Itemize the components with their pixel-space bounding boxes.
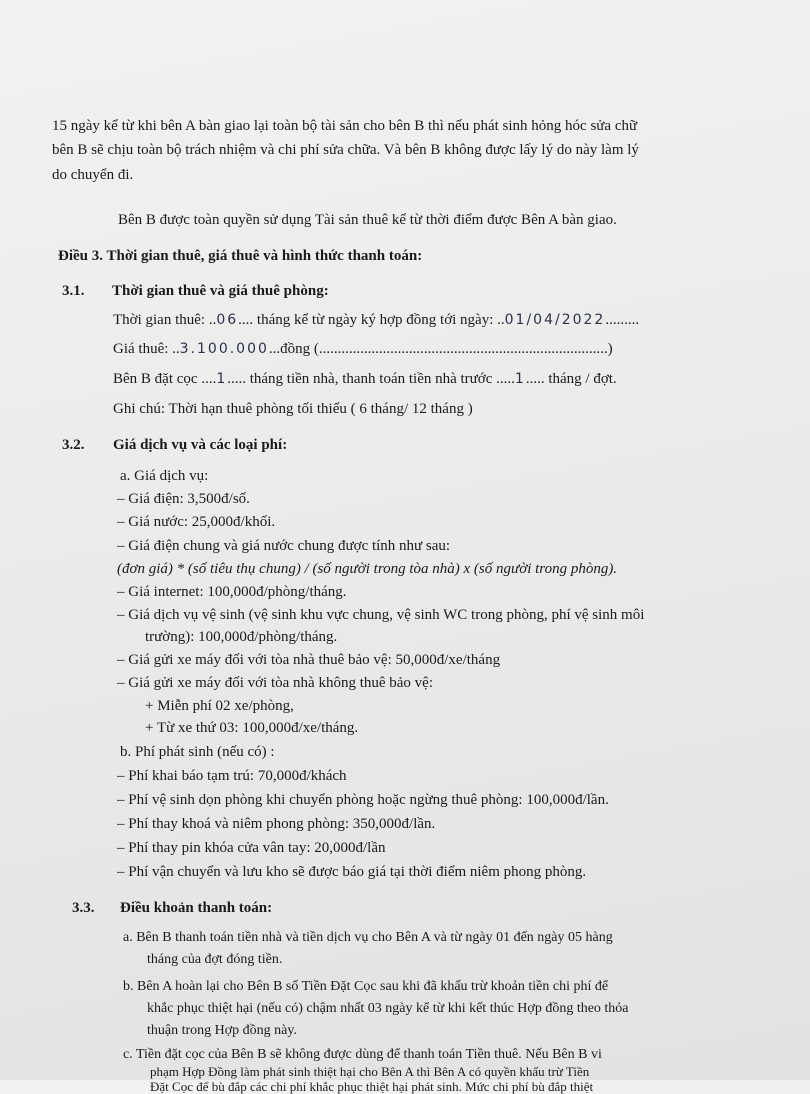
handwritten-price: 3.100.000 xyxy=(179,341,269,357)
sub-list-item: + Từ xe thứ 03: 100,000đ/xe/tháng. xyxy=(145,720,359,736)
list-item: – Giá internet: 100,000đ/phòng/tháng. xyxy=(117,584,347,600)
handwritten-date: 01/04/2022 xyxy=(504,312,606,328)
section-title: Thời gian thuê và giá thuê phòng: xyxy=(112,283,329,299)
article-3-heading: Điều 3. Thời gian thuê, giá thuê và hình thức thanh toán: xyxy=(58,248,423,264)
formula-line: (đơn giá) * (số tiêu thụ chung) / (số người trong tòa nhà) x (số người trong phòng). xyxy=(117,561,618,577)
handwritten-prepay: 1 xyxy=(514,371,526,387)
handwritten-deposit: 1 xyxy=(216,371,228,387)
label: Thời gian thuê: xyxy=(113,312,209,328)
section-number: 3.2. xyxy=(62,437,85,453)
section-title: Điều khoản thanh toán: xyxy=(120,900,273,916)
rental-period-line: Thời gian thuê: ..06.... tháng kể từ ngày ký hợp đồng tới ngày: ..01/04/2022......... xyxy=(113,312,640,328)
label: ) xyxy=(607,341,613,357)
label: tháng / đợt. xyxy=(544,371,617,387)
list-item: – Giá gửi xe máy đối với tòa nhà thuê bảo vệ: 50,000đ/xe/tháng xyxy=(117,652,501,668)
list-item: – Phí thay pin khóa cửa vân tay: 20,000đ/lần xyxy=(117,840,386,856)
payment-term-line: tháng của đợt đóng tiền. xyxy=(147,952,283,967)
paragraph-line: bên B sẽ chịu toàn bộ trách nhiệm và chi phí sửa chữa. Và bên B không được lấy lý do này làm lý xyxy=(52,142,639,158)
rental-price-line: Giá thuê: ..3.100.000...đồng (.............................................................................) xyxy=(113,341,613,357)
list-item-continued: trường): 100,000đ/phòng/tháng. xyxy=(145,629,338,645)
list-item: – Phí khai báo tạm trú: 70,000đ/khách xyxy=(117,768,347,784)
paragraph-line: 15 ngày kể từ khi bên A bàn giao lại toàn bộ tài sản cho bên B thì nếu phát sinh hỏng hóc sửa chữ xyxy=(52,118,638,134)
label: Bên B đặt cọc xyxy=(113,371,202,387)
section-number: 3.1. xyxy=(62,283,85,299)
label: tháng kể từ ngày ký hợp đồng tới ngày: xyxy=(253,312,498,328)
label: đồng ( xyxy=(280,341,319,357)
subsection-title: a. Giá dịch vụ: xyxy=(120,468,209,484)
section-number: 3.3. xyxy=(72,900,95,916)
payment-term-line: khắc phục thiệt hại (nếu có) chậm nhất 03 ngày kể từ khi kết thúc Hợp đồng theo thỏa xyxy=(147,1001,629,1016)
payment-term-line: thuận trong Hợp đồng này. xyxy=(147,1023,297,1038)
list-item: – Giá điện: 3,500đ/số. xyxy=(117,491,250,507)
list-item: – Phí vận chuyển và lưu kho sẽ được báo giá tại thời điểm niêm phong phòng. xyxy=(117,864,587,880)
list-item: – Phí vệ sinh dọn phòng khi chuyển phòng hoặc ngừng thuê phòng: 100,000đ/lần. xyxy=(117,792,609,808)
deposit-line: Bên B đặt cọc ....1..... tháng tiền nhà, thanh toán tiền nhà trước .....1..... tháng / đợt. xyxy=(113,371,617,387)
section-title: Giá dịch vụ và các loại phí: xyxy=(113,437,288,453)
list-item: – Giá dịch vụ vệ sinh (vệ sinh khu vực chung, vệ sinh WC trong phòng, phí vệ sinh môi xyxy=(117,607,645,623)
payment-term-line: phạm Hợp Đồng làm phát sinh thiệt hại cho Bên A thì Bên A có quyền khấu trừ Tiền xyxy=(150,1064,590,1079)
subsection-title: b. Phí phát sinh (nếu có) : xyxy=(120,744,275,760)
label: Giá thuê: xyxy=(113,341,173,357)
sub-list-item: + Miễn phí 02 xe/phòng, xyxy=(145,698,294,714)
label: tháng tiền nhà, thanh toán tiền nhà trước xyxy=(245,371,497,387)
note-line: Ghi chú: Thời hạn thuê phòng tối thiểu ( 6 tháng/ 12 tháng ) xyxy=(113,401,473,417)
list-item: – Phí thay khoá và niêm phong phòng: 350,000đ/lần. xyxy=(117,816,436,832)
payment-term-line: b. Bên A hoàn lại cho Bên B số Tiền Đặt Cọc sau khi đã khấu trừ khoản tiền chi phí để xyxy=(123,979,609,994)
paragraph-line: Bên B được toàn quyền sử dụng Tài sản thuê kể từ thời điểm được Bên A bàn giao. xyxy=(118,212,617,228)
list-item: – Giá nước: 25,000đ/khối. xyxy=(117,514,276,530)
list-item: – Giá gửi xe máy đối với tòa nhà không thuê bảo vệ: xyxy=(117,675,433,691)
paragraph-line: do chuyển đi. xyxy=(52,167,134,183)
payment-term-line: Đặt Cọc để bù đắp các chi phí khắc phục thiệt hại phát sinh. Mức chi phí bù đắp thiệt xyxy=(150,1079,594,1094)
payment-term-line: a. Bên B thanh toán tiền nhà và tiền dịch vụ cho Bên A và từ ngày 01 đến ngày 05 hàng xyxy=(123,930,613,945)
list-item: – Giá điện chung và giá nước chung được tính như sau: xyxy=(117,538,451,554)
payment-term-line: c. Tiền đặt cọc của Bên B sẽ không được dùng để thanh toán Tiền thuê. Nếu Bên B vi xyxy=(123,1047,602,1062)
handwritten-months: 06 xyxy=(216,312,239,328)
